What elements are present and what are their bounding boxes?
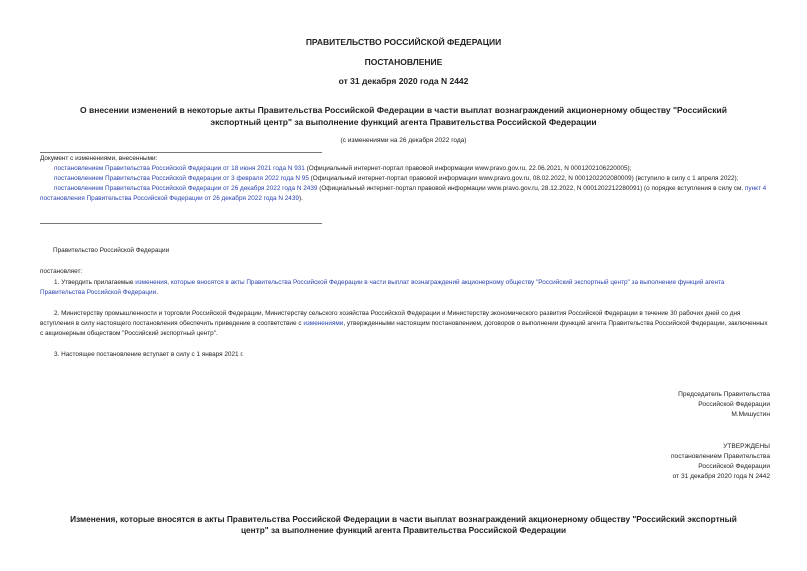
approved-block	[671, 442, 770, 482]
approved-line3: Российской Федерации	[698, 463, 770, 470]
government-heading: ПРАВИТЕЛЬСТВО РОССИЙСКОЙ ФЕДЕРАЦИИ	[305, 37, 502, 47]
change-text-1: (Официальный интернет-портал правовой информации www.pravo.gov.ru, 22.06.2021, N 0001202106220005);	[304, 165, 632, 172]
change-link-3[interactable]: постановлением Правительства Российской Федерации от 26 декабря 2022 года N 2439	[54, 185, 318, 192]
paragraph-2-link[interactable]: изменениями	[303, 320, 344, 327]
paragraph-2	[40, 309, 770, 339]
annex-title-line1: Изменения, которые вносятся в акты Правительства Российской Федерации в части выплат вознаграждений акционерному обществу "Российский экспортный	[70, 514, 737, 524]
paragraph-3: 3. Настоящее постановление вступает в силу с 1 января 2021 г.	[54, 351, 244, 358]
change-item	[40, 184, 770, 204]
body-resolves: постановляет:	[40, 268, 83, 275]
approved-line2: постановлением Правительства	[670, 453, 770, 460]
change-text-3: (Официальный интернет-портал правовой информации www.pravo.gov.ru, 28.12.2022, N 0001202212280091) (о порядке вступления в силу см.	[317, 185, 745, 192]
document-title-line1: О внесении изменений в некоторые акты Правительства Российской Федерации в части выплат вознаграждений акционерному обществу "Российский	[80, 105, 727, 115]
paragraph-2-end: , утвержденными настоящим постановлением, договоров о выполнении функций агента Правительства Российской Федерации, заключенных с акционерным обществом "Российский экспортный центр".	[40, 320, 768, 337]
paragraph-1	[40, 278, 770, 298]
change-tail-3: ).	[298, 195, 303, 202]
change-item	[40, 174, 770, 184]
signature-block	[678, 390, 770, 420]
annex-title-line2: центр" за выполнение функций агента Правительства Российской Федерации	[240, 525, 567, 535]
changes-block	[40, 154, 770, 204]
paragraph-1-start: 1. Утвердить прилагаемые	[54, 279, 136, 286]
paragraph-1-end: .	[156, 289, 158, 296]
change-link-1[interactable]: постановлением Правительства Российской Федерации от 18 июня 2021 года N 931	[54, 165, 305, 172]
approved-line4: от 31 декабря 2020 года N 2442	[672, 473, 770, 480]
revision-note: (с изменениями на 26 декабря 2022 года)	[340, 137, 467, 144]
change-text-2: (Официальный интернет-портал правовой информации www.pravo.gov.ru, 08.02.2022, N 0001202202080009) (вступило в силу с 1 апреля 2022);	[308, 175, 739, 182]
paragraph-1-link[interactable]: изменения, которые вносятся в акты Правительства Российской Федерации в части выплат вознаграждений акционерному обществу "Российский экспортный центр" за выполнение функций агента Правительства Российской Федерации	[40, 279, 725, 296]
divider-bottom	[40, 223, 322, 224]
document-title	[0, 104, 807, 128]
document-type: ПОСТАНОВЛЕНИЕ	[364, 57, 443, 67]
change-item	[40, 164, 770, 174]
signature-name: М.Мишустин	[731, 411, 770, 418]
document-date: от 31 декабря 2020 года N 2442	[338, 76, 469, 86]
changes-intro: Документ с изменениями, внесенными:	[40, 155, 158, 162]
change-link-2[interactable]: постановлением Правительства Российской Федерации от 3 февраля 2022 года N 95	[54, 175, 309, 182]
change-link-3b[interactable]: пункт 4 постановления Правительства Российской Федерации от 26 декабря 2022 года N 2439	[40, 185, 767, 202]
document-title-line2: экспортный центр" за выполнение функций агента Правительства Российской Федерации	[210, 117, 597, 127]
signature-line2: Российской Федерации	[698, 401, 770, 408]
annex-title	[0, 514, 807, 536]
body-government: Правительство Российской Федерации	[53, 247, 170, 254]
approved-line1: УТВЕРЖДЕНЫ	[723, 443, 770, 450]
signature-line1: Председатель Правительства	[678, 391, 770, 398]
divider-top	[40, 152, 322, 153]
paragraph-2-start: 2. Министерству промышленности и торговли Российской Федерации, Министерству сельского хозяйства Российской Федерации и Министерству экономического развития Российской Федерации в течение 30 рабочих дней со дня вступления в силу настоящего постановления обеспечить приведение в соответствие с	[40, 310, 741, 327]
